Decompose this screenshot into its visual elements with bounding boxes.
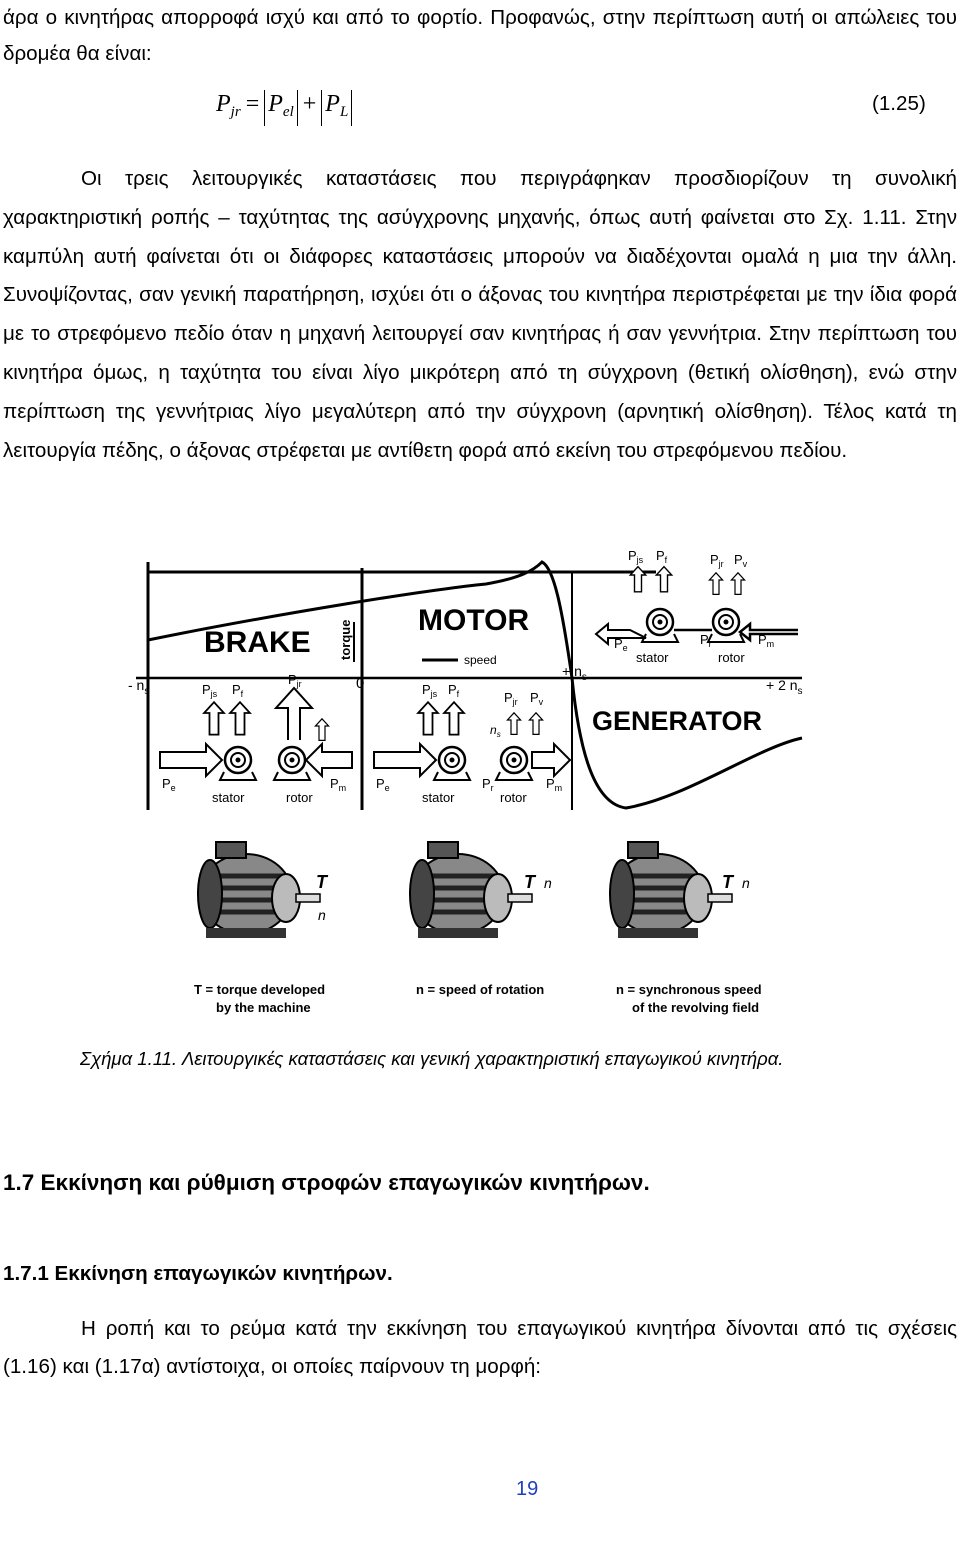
rotor-label-gen: rotor: [718, 650, 745, 665]
generator-power-diagram: [596, 548, 798, 665]
label-pjs-motor: $P_{js}$: [422, 682, 438, 699]
torque-axis-label: torque: [338, 619, 353, 660]
label-n-gen: n: [742, 875, 750, 891]
eq-term1-sub: el: [282, 104, 294, 120]
label-pjr-motor: $P_{jr}$: [504, 690, 518, 707]
paragraph-modes: Οι τρεις λειτουργικές καταστάσεις που περιγράφηκαν προσδιορίζουν τη συνολική χαρακτηριστική ροπής – ταχύτητας της ασύγχρονης μηχανής, όπως αυτή φαίνεται στο Σχ. 1.11. Στην καμπύλη αυτή φαίνεται ότι οι διάφορες καταστάσεις μπορούν να διαδέχονται ομαλά η μια την άλλη. Συνοψίζοντας, σαν γενική παρατήρηση, ισχύει ότι ο άξονας του κινητήρα περιστρέφεται με την ίδια φορά με το στρεφόμενο πεδίο όταν η μηχανή λειτουργεί σαν κινητήρας ή σαν γεννήτρια. Στην περίπτωση του κινητήρα όμως, η ταχύτητα του είναι λίγο μικρότερη από τη σύγχρονη (θετική ολίσθηση), ενώ στην περίπτωση της γεννήτριας λίγο μεγαλύτερη από την σύγχρονη (αρνητική ολίσθηση). Τέλος κατά τη λειτουργία πέδης, ο άξονας στρέφεται με αντίθετη φορά από εκείνη του στρεφόμενου πεδίου.: [3, 167, 957, 462]
label-pjs: $P_{js}$: [628, 548, 644, 565]
stator-label-gen: stator: [636, 650, 669, 665]
equation-body: [216, 90, 352, 126]
rotor-label-motor: rotor: [500, 790, 527, 805]
label-pr: $P_r$: [700, 632, 712, 649]
figure-svg: [126, 548, 806, 1028]
eq-plus: +: [302, 91, 317, 117]
stator-label-brake: stator: [212, 790, 245, 805]
label-pf: $P_f$: [656, 548, 668, 565]
label-pr-motor: $P_r$: [482, 776, 494, 793]
label-pm-motor: $P_m$: [546, 776, 563, 793]
label-T-brake: T: [316, 872, 327, 892]
motor-label: MOTOR: [418, 604, 530, 637]
generator-label: GENERATOR: [592, 706, 763, 736]
brake-label: BRAKE: [204, 626, 311, 659]
equation-1-25: [0, 88, 960, 128]
label-pe: $P_e$: [614, 636, 628, 653]
eq-term1: P: [268, 91, 283, 117]
motor-illustration-brake: [198, 842, 320, 938]
label-T-gen: T: [722, 872, 733, 892]
eq-lhs-sub: jr: [230, 104, 241, 120]
eq-term2: P: [325, 91, 340, 117]
paragraph-intro: άρα ο κινητήρας απορροφά ισχύ και από το φορτίο. Προφανώς, στην περίπτωση αυτή οι απώλειες του δρομέα θα είναι:: [3, 6, 957, 65]
section-heading-1-7-1: 1.7.1 Εκκίνηση επαγωγικών κινητήρων.: [3, 1262, 393, 1285]
equation-number: (1.25): [872, 92, 926, 115]
legend-torque-2: by the machine: [216, 1000, 311, 1015]
tick-plus-2ns: + 2 $n_s$: [766, 677, 803, 697]
eq-abs-term1: [264, 90, 298, 126]
eq-lhs: P: [216, 91, 231, 117]
page-number: 19: [516, 1478, 539, 1500]
label-T-motor: T: [524, 872, 535, 892]
legend-sync-speed-2: of the revolving field: [632, 1000, 760, 1015]
label-n-motor: n: [544, 875, 552, 891]
eq-abs-term2: [321, 90, 352, 126]
label-pf-brake: $P_f$: [232, 682, 244, 699]
stator-label-motor: stator: [422, 790, 455, 805]
tick-zero: 0: [356, 675, 365, 692]
label-pv-motor: $P_v$: [530, 690, 544, 707]
tick-plus-ns: + $n_s$: [562, 663, 587, 683]
eq-term2-sub: L: [339, 104, 349, 120]
label-pe-motor: $P_e$: [376, 776, 390, 793]
eq-sign: =: [245, 91, 260, 117]
label-pf-motor: $P_f$: [448, 682, 460, 699]
speed-label: speed: [464, 653, 497, 667]
legend-sync-speed: n = synchronous speed: [616, 982, 762, 997]
figure-caption: Σχήμα 1.11. Λειτουργικές καταστάσεις και γενική χαρακτηριστική επαγωγικού κινητήρα.: [80, 1048, 784, 1069]
motor-power-diagram: [374, 682, 570, 805]
motor-illustration-generator: [610, 842, 732, 938]
label-pm: $P_m$: [758, 632, 775, 649]
label-pjs-brake: $P_{js}$: [202, 682, 218, 699]
brake-power-diagram: [160, 672, 352, 805]
tick-minus-ns: - $n_s$: [128, 677, 150, 697]
legend-speed: n = speed of rotation: [416, 982, 545, 997]
legend-torque: T = torque developed: [194, 982, 326, 997]
rotor-label-brake: rotor: [286, 790, 313, 805]
figure-torque-speed: [126, 548, 806, 1028]
label-pm-brake: $P_m$: [330, 776, 347, 793]
label-n-brake: n: [318, 907, 326, 923]
label-pv: $P_v$: [734, 552, 748, 569]
label-ns-motor: $n_s$: [490, 723, 501, 739]
section-heading-1-7: 1.7 Εκκίνηση και ρύθμιση στροφών επαγωγικών κινητήρων.: [3, 1170, 650, 1195]
label-pjr: $P_{jr}$: [710, 552, 724, 569]
label-pjr-brake: $P_{jr}$: [288, 672, 302, 689]
label-pe-brake: $P_e$: [162, 776, 176, 793]
paragraph-starting: Η ροπή και το ρεύμα κατά την εκκίνηση του επαγωγικού κινητήρα δίνονται από τις σχέσεις (1.16) και (1.17α) αντίστοιχα, οι οποίες παίρνουν τη μορφή:: [3, 1317, 957, 1378]
motor-illustration-motor: [410, 842, 532, 938]
